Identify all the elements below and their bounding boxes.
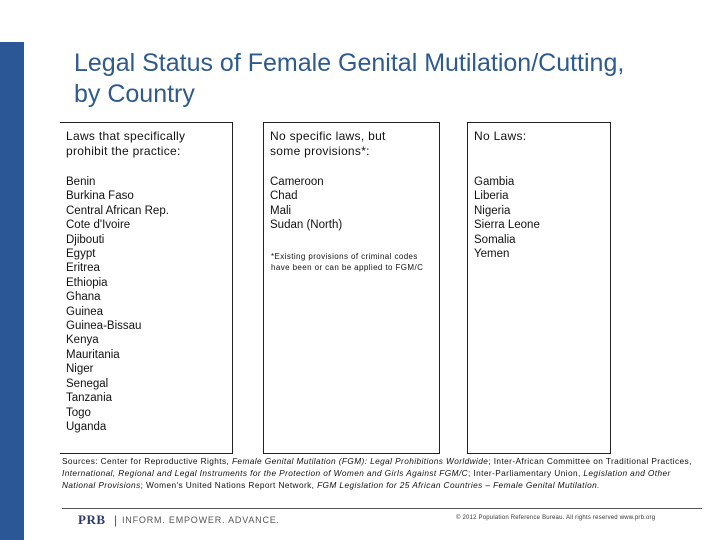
column-no-laws xyxy=(467,122,611,454)
footer-divider xyxy=(62,508,702,509)
country-item: Niger xyxy=(66,363,94,376)
country-item: Nigeria xyxy=(474,204,511,217)
copyright-text: © 2012 Population Reference Bureau. All rights reserved www.prb.org xyxy=(456,515,656,521)
country-list xyxy=(270,175,342,233)
country-list xyxy=(474,175,540,261)
country-item: Tanzania xyxy=(66,392,113,405)
country-item: Guinea xyxy=(66,305,104,318)
country-item: Gambia xyxy=(474,176,515,188)
logo-separator: | xyxy=(114,513,118,527)
tagline: INFORM. EMPOWER. ADVANCE. xyxy=(122,515,280,525)
column-header: No specific laws, but some provisions*: xyxy=(270,129,386,158)
column-laws-prohibit xyxy=(60,122,233,454)
country-item: Ghana xyxy=(66,291,101,304)
sources-title: International, Regional and Legal Instruments for the Protection of Women and Girls Against FGM/C xyxy=(62,468,469,478)
country-item: Yemen xyxy=(474,248,510,261)
country-item: Central African Rep. xyxy=(66,204,169,217)
country-item: Sierra Leone xyxy=(474,219,540,232)
country-item: Sudan (North) xyxy=(270,219,343,232)
sources-title: FGM Legislation for 25 African Countries – Female Genital Mutilation. xyxy=(317,480,600,490)
country-item: Ethiopia xyxy=(66,276,108,289)
country-item: Djibouti xyxy=(66,233,105,246)
sources-part: ; Inter-African Committee on Traditional Practices, xyxy=(488,456,692,466)
country-item: Mauritania xyxy=(66,348,120,361)
country-item: Mali xyxy=(270,204,292,217)
country-item: Uganda xyxy=(66,420,107,433)
accent-bar xyxy=(0,42,24,540)
column-header: No Laws: xyxy=(474,129,527,143)
sources-text xyxy=(62,455,702,491)
country-item: Guinea-Bissau xyxy=(66,320,142,333)
sources-part: ; Women's United Nations Report Network, xyxy=(140,480,318,490)
country-item: Benin xyxy=(66,176,96,188)
country-item: Eritrea xyxy=(66,262,100,275)
country-item: Chad xyxy=(270,190,298,203)
title-line-2: by Country xyxy=(74,80,195,108)
sources-part: ; Inter-Parliamentary Union, xyxy=(468,468,584,478)
country-item: Burkina Faso xyxy=(66,190,134,203)
country-item: Somalia xyxy=(474,233,516,246)
slide-title xyxy=(74,48,704,110)
column-header: Laws that specifically prohibit the practice: xyxy=(66,129,186,158)
country-item: Cameroon xyxy=(270,176,324,188)
column-some-provisions xyxy=(263,122,440,454)
country-item: Liberia xyxy=(474,190,509,203)
footnote: *Existing provisions of criminal codes have been or can be applied to FGM/C xyxy=(271,252,424,272)
country-list xyxy=(66,175,169,434)
sources-title: Female Genital Mutilation (FGM): Legal Prohibitions Worldwide xyxy=(231,456,489,466)
sources-title: Legislation and Other National Provisions xyxy=(62,468,671,490)
title-line-1: Legal Status of Female Genital Mutilation/Cutting, xyxy=(74,49,625,77)
country-item: Senegal xyxy=(66,377,109,390)
prb-logo: PRB xyxy=(78,512,106,527)
sources-part: Sources: Center for Reproductive Rights, xyxy=(62,456,232,466)
country-item: Togo xyxy=(66,406,91,419)
country-item: Egypt xyxy=(66,248,96,261)
country-item: Kenya xyxy=(66,334,99,347)
country-item: Cote d'Ivoire xyxy=(66,219,131,232)
